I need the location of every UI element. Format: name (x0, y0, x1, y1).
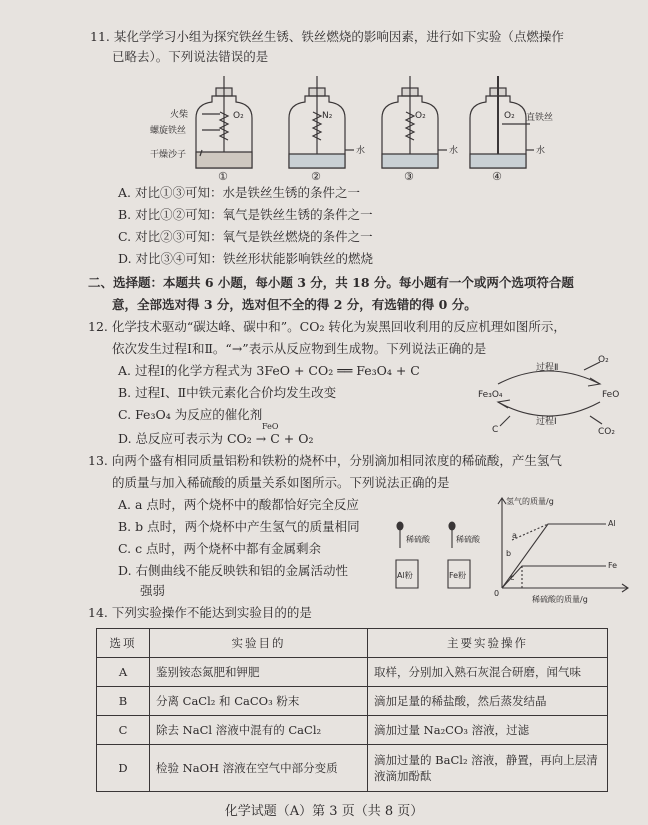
row-a-option: A (97, 658, 150, 687)
row-b-option: B (97, 687, 150, 716)
row-d-operation: 滴加过量的 BaCl₂ 溶液，静置，再向上层清液滴加酚酞 (368, 745, 608, 792)
q13-stem-line1: 13. 向两个盛有相同质量铝粉和铁粉的烧杯中，分别滴加相同浓度的稀硫酸，产生氢气 (88, 453, 562, 468)
fig-num-3: ③ (404, 170, 414, 182)
row-d-option: D (97, 745, 150, 792)
q13-option-b: B. b 点时，两个烧杯中产生氢气的质量相同 (118, 519, 360, 534)
row-a-operation: 取样，分别加入熟石灰混合研磨，闻气味 (368, 658, 608, 687)
q12-fig-co2: CO₂ (598, 427, 615, 437)
header-aim: 实验目的 (150, 629, 368, 658)
table-row (97, 716, 608, 745)
q12-fig-feo: FeO (602, 390, 620, 400)
section2-header-line1: 二、选择题：本题共 6 小题，每小题 3 分，共 18 分。每小题有一个或两个选项符合题 (88, 275, 574, 290)
q13-fig-fe: Fe (608, 561, 618, 570)
q13-fig-acid-1: 稀硫酸 (406, 535, 430, 544)
fig-label-n2: N₂ (322, 111, 333, 121)
q12-option-c: C. Fe₃O₄ 为反应的催化剂 (118, 407, 263, 422)
fig-num-4: ④ (492, 170, 502, 182)
q13-hydrogen-graph (488, 490, 638, 610)
q13-fig-acid-2: 稀硫酸 (456, 535, 480, 544)
fig-num-2: ② (311, 170, 321, 182)
q13-fig-point-a: a (512, 531, 517, 540)
q13-fig-point-b: b (506, 549, 512, 558)
q13-fig-point-c: c (510, 573, 515, 582)
fig-label-water-2: 水 (356, 146, 366, 156)
fig-label-water-3: 水 (449, 146, 459, 156)
q13-option-d-continued: 强弱 (140, 583, 166, 598)
al-line (502, 524, 606, 588)
fig-label-straight-wire: 直铁丝 (526, 113, 554, 123)
q11-stem-line1: 11. 某化学学习小组为探究铁丝生锈、铁丝燃烧的影响因素，进行如下实验（点燃操作 (90, 29, 564, 44)
table-header-row (97, 629, 608, 658)
q12-fig-o2: O₂ (598, 355, 609, 365)
q11-stem-line2: 已略去）。下列说法错误的是 (112, 49, 269, 64)
q13-option-d: D. 右侧曲线不能反映铁和铝的金属活动性 (118, 563, 349, 578)
q13-option-c: C. c 点时，两个烧杯中都有金属剩余 (118, 541, 322, 556)
q14-stem: 14. 下列实验操作不能达到实验目的的是 (88, 605, 312, 620)
q12-stem-line2: 依次发生过程Ⅰ和Ⅱ。“→”表示从反应物到生成物。下列说法正确的是 (112, 341, 487, 356)
bottle-1 (196, 76, 252, 168)
q13-fig-fe-powder: Fe粉 (449, 571, 467, 580)
header-option: 选项 (97, 629, 150, 658)
q13-fig-al: Al (608, 519, 616, 528)
section2-header-line2: 意，全部选对得 3 分，选对但不全的得 2 分，有选错的得 0 分。 (112, 297, 477, 312)
row-b-operation: 滴加足量的稀盐酸，然后蒸发结晶 (368, 687, 608, 716)
q12-option-a: A. 过程Ⅰ的化学方程式为 3FeO + CO₂ ══ Fe₃O₄ + C (118, 363, 420, 378)
q13-fig-ylabel: 氢气的质量/g (506, 497, 554, 506)
q13-fig-xlabel: 稀硫酸的质量/g (532, 595, 588, 604)
q12-fig-c: C (492, 425, 499, 435)
fig-label-fire: 火柴 (170, 110, 189, 120)
fig-label-o2-1: O₂ (233, 111, 244, 121)
q12-fig-process2: 过程Ⅱ (536, 363, 559, 373)
fig-label-o2-4: O₂ (504, 111, 515, 121)
bottle-3 (382, 76, 438, 168)
q13-fig-al-powder: Al粉 (397, 571, 413, 580)
row-c-aim: 除去 NaCl 溶液中混有的 CaCl₂ (150, 716, 368, 745)
q12-option-b: B. 过程Ⅰ、Ⅱ中铁元素化合价均发生改变 (118, 385, 337, 400)
q11-apparatus-figure (140, 72, 560, 182)
q13-option-a: A. a 点时，两个烧杯中的酸都恰好完全反应 (118, 497, 359, 512)
q11-option-b: B. 对比①②可知：氧气是铁丝生锈的条件之一 (118, 207, 373, 222)
q12-cycle-diagram (478, 352, 628, 442)
row-c-operation: 滴加过量 Na₂CO₃ 溶液，过滤 (368, 716, 608, 745)
q13-stem-line2: 的质量与加入稀硫酸的质量关系如图所示。下列说法正确的是 (112, 475, 450, 490)
q12-catalyst-label: FeO (262, 422, 279, 431)
q13-beaker-figure (390, 520, 490, 596)
bottle-2 (289, 76, 345, 168)
q11-option-d: D. 对比③④可知：铁丝形状能影响铁丝的燃烧 (118, 251, 374, 266)
header-operation: 主要实验操作 (368, 629, 608, 658)
table-row (97, 687, 608, 716)
q11-option-c: C. 对比②③可知：氧气是铁丝燃烧的条件之一 (118, 229, 373, 244)
q12-stem-line1: 12. 化学技术驱动“碳达峰、碳中和”。CO₂ 转化为炭黑回收利用的反应机理如图所示， (88, 319, 566, 334)
row-a-aim: 鉴别铵态氮肥和钾肥 (150, 658, 368, 687)
q11-option-a: A. 对比①③可知：水是铁丝生锈的条件之一 (118, 185, 360, 200)
bottle-4 (470, 76, 526, 168)
fig-num-1: ① (218, 170, 228, 182)
q12-fig-process1: 过程Ⅰ (536, 417, 557, 427)
row-d-aim: 检验 NaOH 溶液在空气中部分变质 (150, 745, 368, 792)
q12-fig-fe3o4: Fe₃O₄ (478, 390, 503, 400)
fig-label-dry-sand: 干燥沙子 (150, 150, 187, 160)
row-b-aim: 分离 CaCl₂ 和 CaCO₃ 粉末 (150, 687, 368, 716)
q12-option-d: D. 总反应可表示为 CO₂ → C + O₂ (118, 431, 314, 446)
fig-label-water-4: 水 (536, 146, 546, 156)
q13-fig-origin: 0 (494, 589, 500, 598)
page-footer: 化学试题（A）第 3 页（共 8 页） (224, 804, 424, 819)
row-c-option: C (97, 716, 150, 745)
table-row (97, 658, 608, 687)
table-row (97, 745, 608, 792)
fig-label-o2-3: O₂ (415, 111, 426, 121)
fe-line (502, 566, 606, 588)
q14-experiment-table (96, 628, 608, 792)
fig-label-spiral-wire: 螺旋铁丝 (150, 126, 187, 136)
